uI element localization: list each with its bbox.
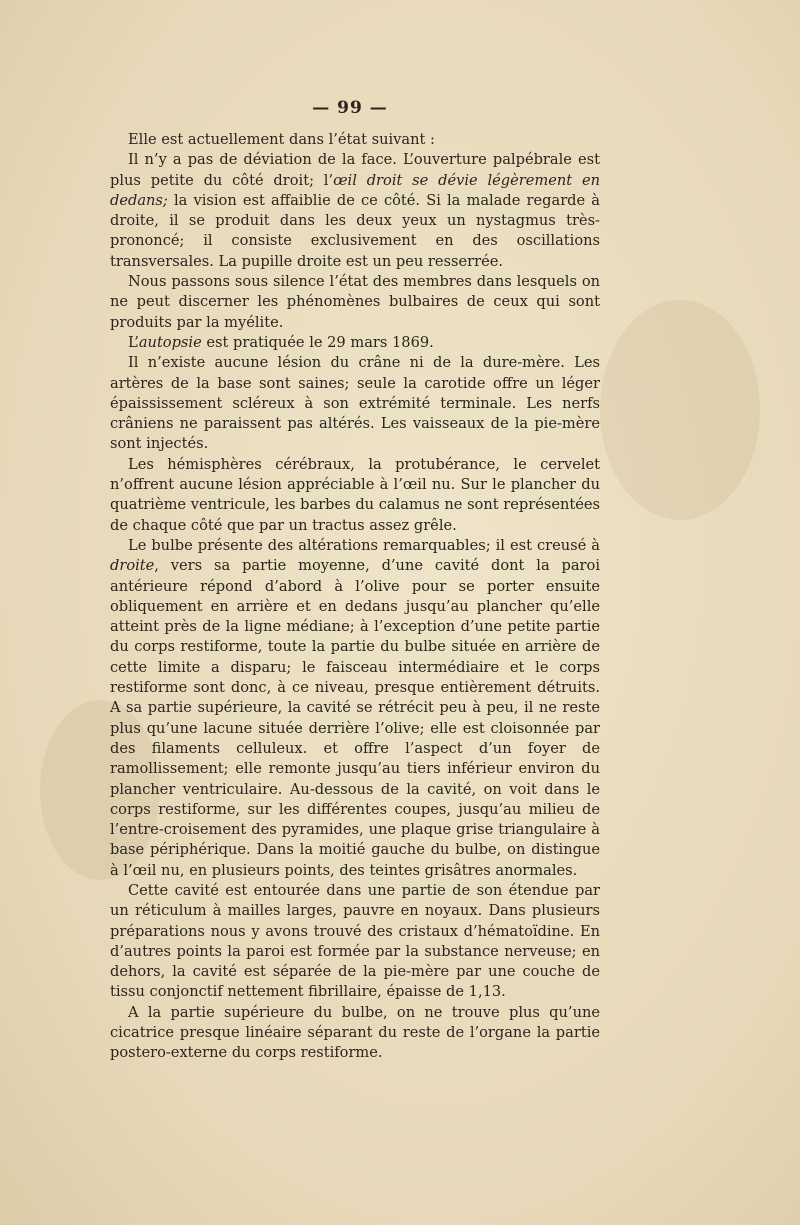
paragraph (110, 333, 600, 353)
italic-text: œil droit se dévie légèrement en dedans; (110, 171, 600, 209)
italic-text: droite (110, 557, 155, 575)
paper-stain (600, 300, 760, 520)
paragraph (110, 881, 600, 1003)
italic-text: autopsie (138, 333, 202, 351)
text-segment: Elle est actuellement dans l’état suivant : (128, 131, 435, 148)
paragraph (110, 272, 600, 333)
body-text (110, 130, 600, 1064)
paragraph (110, 150, 600, 272)
text-segment: la vision est affaiblie de ce côté. Si la malade regarde à droite, il se produit dans les deux yeux un nystagmus très-prononcé; il consiste exclusivement en des oscillations transversales. La pupille droite est un peu resserrée. (110, 191, 600, 270)
paragraph (110, 455, 600, 536)
text-segment: Il n’y a pas de déviation de la face. L’ouverture palpébrale est plus petite du côté droit; l’ (110, 151, 600, 189)
paragraph (110, 536, 600, 881)
text-segment: A la partie supérieure du bulbe, on ne trouve plus qu’une cicatrice presque linéaire séparant du reste de l’organe la partie postero-externe du corps restiforme. (110, 1003, 600, 1062)
paragraph (110, 1003, 600, 1064)
text-segment: , vers sa partie moyenne, d’une cavité dont la paroi antérieure répond d’abord à l’olive pour se porter ensuite obliquement en arrière et en dedans jusqu’au plancher qu’elle atteint près de la ligne médiane; à l’exception d’une petite partie du corps restiforme, toute la partie du bulbe située en arrière de cette limite a disparu; le faisceau intermédiaire et le corps restiforme sont donc, à ce niveau, presque entièrement détruits. A sa partie supérieure, la cavité se rétrécit peu à peu, il ne reste plus qu’une lacune située derrière l’olive; elle est cloisonnée par des filaments celluleux. et offre l’aspect d’un foyer de ramollissement; elle remonte jusqu’au tiers inférieur environ du plancher ventriculaire. Au-dessous de la cavité, on voit dans le corps restiforme, sur les différentes coupes, jusqu’au milieu de l’entre-croisement des pyramides, une plaque grise triangulaire à base périphérique. Dans la moitié gauche du bulbe, on distingue à l’œil nu, en plusieurs points, des teintes grisâtres anormales. (110, 557, 600, 879)
text-segment: Cette cavité est entourée dans une partie de son étendue par un réticulum à mailles larges, pauvre en noyaux. Dans plusieurs préparations nous y avons trouvé des cristaux d’hématoïdine. En d’autres points la paroi est formée par la substance nerveuse; en dehors, la cavité est séparée de la pie-mère par une couche de tissu conjonctif nettement fibrillaire, épaisse de 1,13. (110, 881, 600, 1001)
text-segment: Les hémisphères cérébraux, la protubérance, le cervelet n’offrent aucune lésion appréciable à l’œil nu. Sur le plancher du quatrième ventricule, les barbes du calamus ne sont représentées de chaque côté que par un tractus assez grêle. (110, 455, 600, 534)
paragraph (110, 130, 600, 150)
text-segment: est pratiquée le 29 mars 1869. (201, 333, 434, 351)
paragraph (110, 353, 600, 454)
text-segment: Le bulbe présente des altérations remarquables; il est creusé à (128, 536, 600, 554)
page-number: — 99 — (312, 98, 388, 118)
text-segment: Nous passons sous silence l’état des membres dans lesquels on ne peut discerner les phénomènes bulbaires de ceux qui sont produits par la myélite. (110, 273, 600, 331)
text-segment: L’ (128, 333, 139, 351)
text-segment: Il n’existe aucune lésion du crâne ni de la dure-mère. Les artères de la base sont saines; seule la carotide offre un léger épaississement scléreux à son extrémité terminale. Les nerfs crâniens ne paraissent pas altérés. Les vaisseaux de la pie-mère sont injectés. (110, 354, 600, 453)
